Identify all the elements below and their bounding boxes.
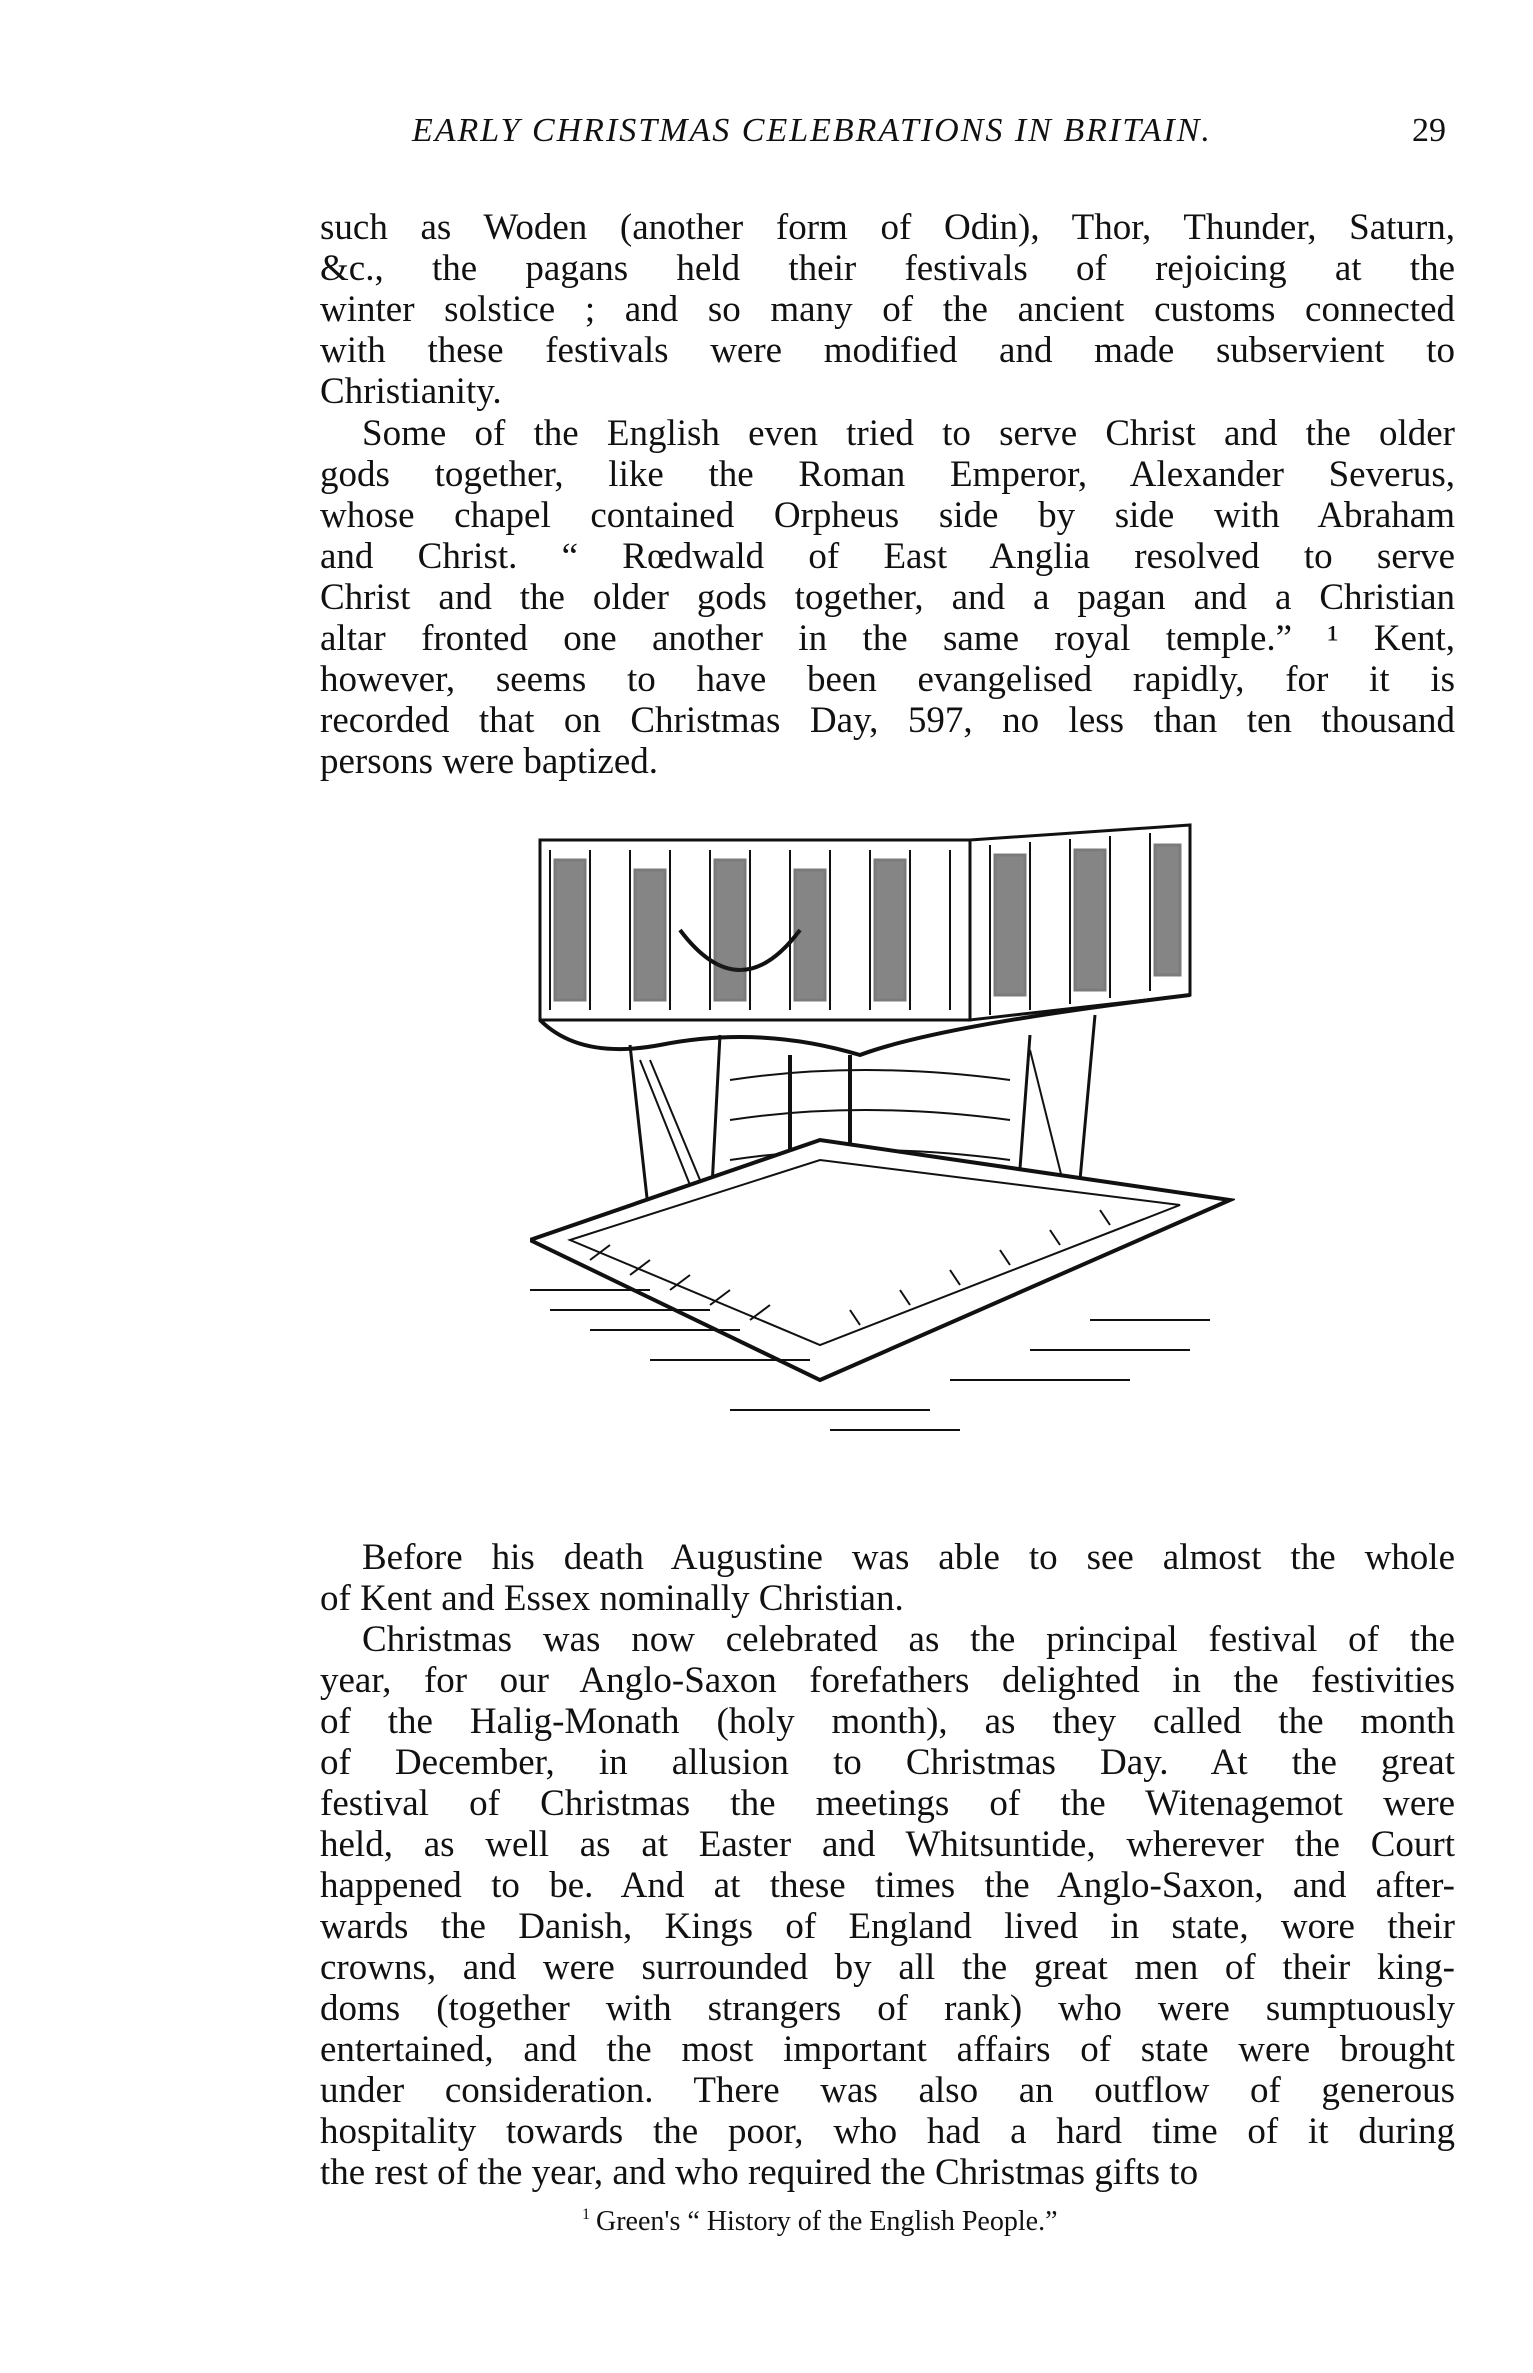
text-line: altar fronted one another in the same royal temple.” ¹ Kent, bbox=[320, 618, 1455, 659]
footnote-text: Green's “ History of the English People.” bbox=[596, 2206, 1058, 2237]
text-line: persons were baptized. bbox=[320, 741, 659, 782]
text-line: Christianity. bbox=[320, 371, 502, 412]
text-line: under consideration. There was also an outflow of generous bbox=[320, 2070, 1455, 2111]
text-line: winter solstice ; and so many of the ancient customs connected bbox=[320, 289, 1455, 330]
text-line: the rest of the year, and who required the Christmas gifts to bbox=[320, 2152, 1199, 2193]
text-line: gods together, like the Roman Emperor, Alexander Severus, bbox=[320, 454, 1455, 495]
text-line: wards the Danish, Kings of England lived in state, wore their bbox=[320, 1906, 1455, 1947]
running-title: EARLY CHRISTMAS CELEBRATIONS IN BRITAIN. bbox=[412, 112, 1212, 149]
text-line: Before his death Augustine was able to see almost the whole bbox=[362, 1537, 1455, 1578]
text-line: recorded that on Christmas Day, 597, no less than ten thousand bbox=[320, 700, 1455, 741]
baptismal-font-illustration bbox=[530, 820, 1235, 1465]
footnote-marker: 1 bbox=[582, 2206, 590, 2223]
text-line: however, seems to have been evangelised rapidly, for it is bbox=[320, 659, 1455, 700]
page-number: 29 bbox=[1412, 112, 1446, 149]
text-line: of the Halig-Monath (holy month), as they called the month bbox=[320, 1701, 1455, 1742]
text-line: Christ and the older gods together, and a pagan and a Christian bbox=[320, 577, 1455, 618]
text-line: year, for our Anglo-Saxon forefathers delighted in the festivities bbox=[320, 1660, 1455, 1701]
text-line: festival of Christmas the meetings of the Witenagemot were bbox=[320, 1783, 1455, 1824]
text-line: of December, in allusion to Christmas Day. At the great bbox=[320, 1742, 1455, 1783]
text-line: such as Woden (another form of Odin), Thor, Thunder, Saturn, bbox=[320, 207, 1455, 248]
text-line: Christmas was now celebrated as the principal festival of the bbox=[362, 1619, 1455, 1660]
text-line: Some of the English even tried to serve Christ and the older bbox=[362, 413, 1455, 454]
text-line: held, as well as at Easter and Whitsuntide, wherever the Court bbox=[320, 1824, 1455, 1865]
text-line: hospitality towards the poor, who had a hard time of it during bbox=[320, 2111, 1455, 2152]
footnote bbox=[582, 2206, 1058, 2238]
text-line: happened to be. And at these times the Anglo-Saxon, and after- bbox=[320, 1865, 1455, 1906]
text-line: &c., the pagans held their festivals of rejoicing at the bbox=[320, 248, 1455, 289]
text-line: crowns, and were surrounded by all the great men of their king- bbox=[320, 1947, 1455, 1988]
text-line: and Christ. “ Rœdwald of East Anglia resolved to serve bbox=[320, 536, 1455, 577]
text-line: whose chapel contained Orpheus side by side with Abraham bbox=[320, 495, 1455, 536]
text-line: doms (together with strangers of rank) who were sumptuously bbox=[320, 1988, 1455, 2029]
text-line: with these festivals were modified and made subservient to bbox=[320, 330, 1455, 371]
text-line: entertained, and the most important affairs of state were brought bbox=[320, 2029, 1455, 2070]
text-line: of Kent and Essex nominally Christian. bbox=[320, 1578, 904, 1619]
